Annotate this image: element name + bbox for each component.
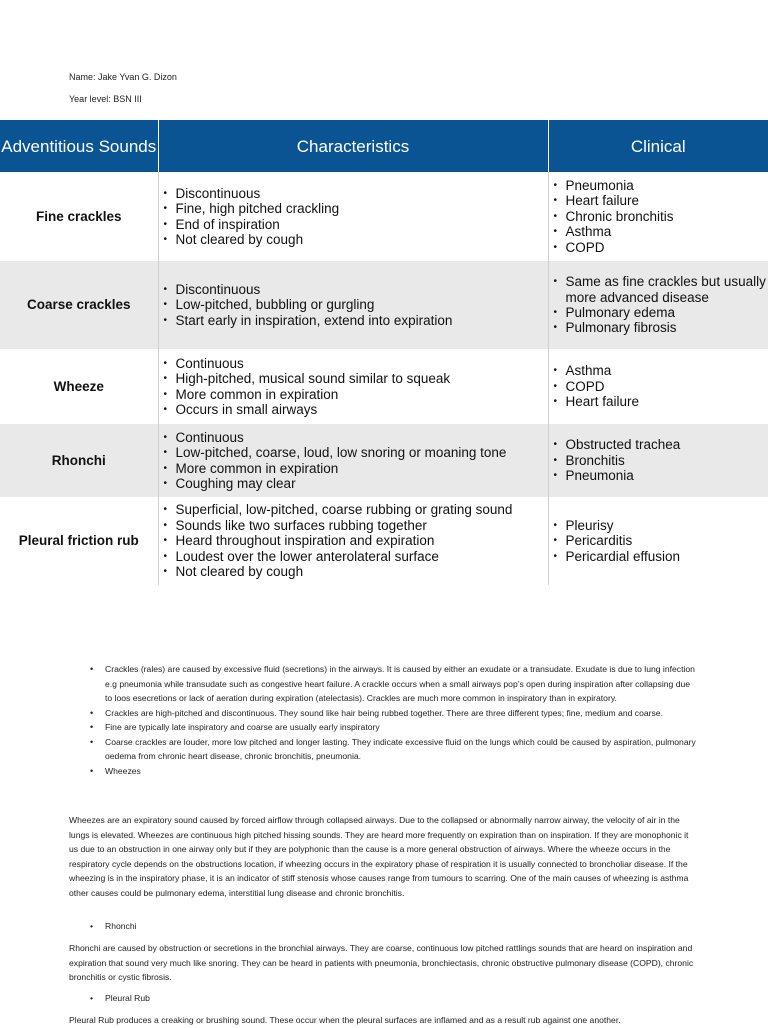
list-item: • More common in expiration: [164, 387, 548, 402]
rhonchi-paragraph: Rhonchi are caused by obstruction or secretions in the bronchial airways. They are coarse, continuous low pitched rattlings sounds that are heard on inspiration and expiration that sound very much like snoring. They can be heard in patients with pneumonia, bronchiectasis, chronic obstructive pulmonary disease (COPD), chronic bronchitis or cystic fibrosis.: [69, 941, 699, 985]
list-item: • Coughing may clear: [164, 476, 548, 491]
list-item: • COPD: [554, 379, 768, 394]
clinical-cell: [548, 261, 768, 349]
list-item: • Not cleared by cough: [164, 232, 548, 247]
list-item: • Occurs in small airways: [164, 402, 548, 417]
list-item: • Asthma: [554, 363, 768, 378]
table-row: [0, 424, 768, 497]
clinical-cell: [548, 349, 768, 424]
list-item: • Obstructed trachea: [554, 437, 768, 452]
characteristics-cell: [158, 172, 548, 261]
list-item: • Same as fine crackles but usually more advanced disease: [554, 274, 768, 305]
clinical-cell: [548, 497, 768, 585]
list-item: • Coarse crackles are louder, more low pitched and longer lasting. They indicate excessive fluid on the lungs which could be caused by aspiration, pulmonary oedema from chronic heart disease, chronic bronchitis, pneumonia.: [69, 735, 699, 764]
wheeze-paragraph: Wheezes are an expiratory sound caused by forced airflow through collapsed airways. Due to the collapsed or abnormally narrow airway, the velocity of air in the lungs is elevated. Wheezes are continuous high pitched hissing sounds. They are heard more frequently on expiration than on inspiration. If they are monophonic it us due to an obstruction in one airway only but if they are polyphonic than the cause is a more general obstruction of airways. Where the wheeze occurs in the respiratory cycle depends on the obstructions location, if wheezing occurs in the expiratory phase of respiration it is usually connected to broncholiar disease. If the wheezing is in the inspiratory phase, it is an indicator of stiff stenosis whose causes range from tumours to scarring. One of the main causes of wheezing is asthma other causes could be pulmonary edema, interstitial lung disease and chronic bronchitis.: [69, 813, 699, 900]
characteristics-cell: [158, 424, 548, 497]
list-item: • Discontinuous: [164, 186, 548, 201]
characteristics-cell: [158, 261, 548, 349]
list-item: • Pneumonia: [554, 178, 768, 193]
list-item: • End of inspiration: [164, 217, 548, 232]
list-item: • Fine are typically late inspiratory and coarse are usually early inspiratory: [69, 720, 699, 735]
list-item: • Continuous: [164, 356, 548, 371]
list-item: • Heart failure: [554, 193, 768, 208]
list-item: • Pneumonia: [554, 468, 768, 483]
table-row: [0, 172, 768, 261]
list-item: • Low-pitched, bubbling or gurgling: [164, 297, 548, 312]
header-clinical: Clinical: [548, 120, 768, 172]
table-row: [0, 497, 768, 585]
list-item: • Chronic bronchitis: [554, 209, 768, 224]
table-row: [0, 349, 768, 424]
list-item: • Sounds like two surfaces rubbing together: [164, 518, 548, 533]
header-characteristics: Characteristics: [158, 120, 548, 172]
rhonchi-heading: • Rhonchi: [69, 921, 137, 931]
sound-name: Coarse crackles: [0, 261, 158, 349]
list-item: • Crackles (rales) are caused by excessive fluid (secretions) in the airways. It is caused by either an exudate or a transudate. Exudate is due to lung infection e.g pneumonia while transudate such as congestive heart failure. A crackle occurs when a small airways pop’s open during inspiration after collapsing due to loos esecretions or lack of aeration during expiration (atelectasis). Crackles are much more common in inspiratory than in expiratory.: [69, 662, 699, 706]
list-item: • Not cleared by cough: [164, 564, 548, 579]
year-level: Year level: BSN III: [69, 94, 142, 104]
crackle-notes: [69, 662, 699, 778]
characteristics-cell: [158, 349, 548, 424]
list-item: • Loudest over the lower anterolateral surface: [164, 549, 548, 564]
list-item: • Pericarditis: [554, 533, 768, 548]
list-item: • Pericardial effusion: [554, 549, 768, 564]
header-adventitious-sounds: Adventitious Sounds: [0, 120, 158, 172]
clinical-cell: [548, 172, 768, 261]
clinical-cell: [548, 424, 768, 497]
sound-name: Fine crackles: [0, 172, 158, 261]
pleural-paragraph: Pleural Rub produces a creaking or brushing sound. These occur when the pleural surfaces are inflamed and as a result rub against one another.: [69, 1013, 699, 1028]
sound-name: Wheeze: [0, 349, 158, 424]
sound-name: Pleural friction rub: [0, 497, 158, 585]
list-item: • Discontinuous: [164, 282, 548, 297]
list-item: • High-pitched, musical sound similar to squeak: [164, 371, 548, 386]
list-item: • Pulmonary edema: [554, 305, 768, 320]
pleural-heading: • Pleural Rub: [69, 993, 150, 1003]
list-item: • Continuous: [164, 430, 548, 445]
list-item: • Wheezes: [69, 764, 699, 779]
list-item: • Pleurisy: [554, 518, 768, 533]
list-item: • Low-pitched, coarse, loud, low snoring or moaning tone: [164, 445, 548, 460]
list-item: • Heard throughout inspiration and expiration: [164, 533, 548, 548]
list-item: • Crackles are high-pitched and discontinuous. They sound like hair being rubbed together. There are three different types; fine, medium and coarse.: [69, 706, 699, 721]
list-item: • Asthma: [554, 224, 768, 239]
list-item: • Start early in inspiration, extend into expiration: [164, 313, 548, 328]
list-item: • Superficial, low-pitched, coarse rubbing or grating sound: [164, 502, 548, 517]
sound-name: Rhonchi: [0, 424, 158, 497]
list-item: • Pulmonary fibrosis: [554, 320, 768, 335]
adventitious-sounds-table: [0, 120, 768, 585]
list-item: • COPD: [554, 240, 768, 255]
table-header-row: [0, 120, 768, 172]
list-item: • Heart failure: [554, 394, 768, 409]
list-item: • Bronchitis: [554, 453, 768, 468]
table-row: [0, 261, 768, 349]
list-item: • Fine, high pitched crackling: [164, 201, 548, 216]
characteristics-cell: [158, 497, 548, 585]
student-name: Name: Jake Yvan G. Dizon: [69, 72, 177, 82]
list-item: • More common in expiration: [164, 461, 548, 476]
